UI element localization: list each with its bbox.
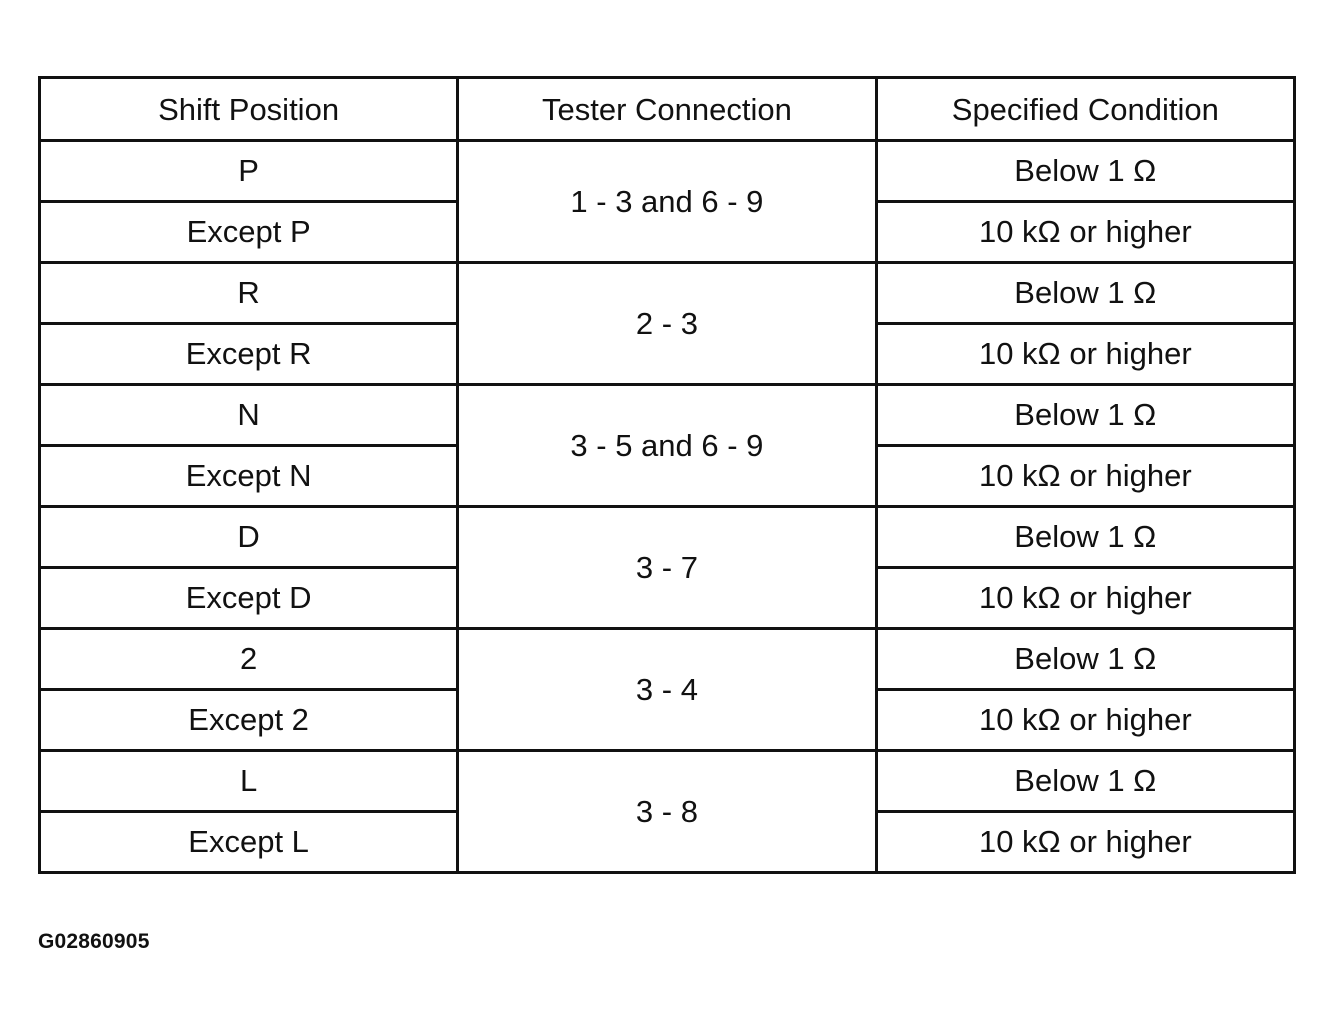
tester-connection-cell: 2 - 3 [458,263,876,385]
tester-connection-cell: 1 - 3 and 6 - 9 [458,141,876,263]
specified-condition-cell: 10 kΩ or higher [876,812,1294,873]
shift-position-cell: D [40,507,458,568]
specified-condition-cell: Below 1 Ω [876,507,1294,568]
header-shift-position: Shift Position [40,78,458,141]
specified-condition-cell: 10 kΩ or higher [876,202,1294,263]
specified-condition-cell: 10 kΩ or higher [876,324,1294,385]
shift-position-cell: 2 [40,629,458,690]
tester-connection-cell: 3 - 7 [458,507,876,629]
table-row [40,385,1295,446]
shift-position-cell: Except R [40,324,458,385]
table-row [40,507,1295,568]
specified-condition-cell: Below 1 Ω [876,263,1294,324]
shift-position-cell: Except N [40,446,458,507]
specified-condition-cell: Below 1 Ω [876,751,1294,812]
shift-position-cell: N [40,385,458,446]
specified-condition-cell: Below 1 Ω [876,629,1294,690]
header-row [40,78,1295,141]
shift-position-cell: R [40,263,458,324]
table-row [40,751,1295,812]
shift-position-cell: L [40,751,458,812]
shift-position-spec-table [38,76,1296,874]
table-row [40,263,1295,324]
table-row [40,629,1295,690]
shift-position-cell: Except 2 [40,690,458,751]
shift-position-cell: Except D [40,568,458,629]
shift-position-cell: Except P [40,202,458,263]
tester-connection-cell: 3 - 5 and 6 - 9 [458,385,876,507]
specified-condition-cell: Below 1 Ω [876,385,1294,446]
shift-position-cell: P [40,141,458,202]
specified-condition-cell: 10 kΩ or higher [876,446,1294,507]
table-row [40,141,1295,202]
shift-position-cell: Except L [40,812,458,873]
header-tester-connection: Tester Connection [458,78,876,141]
header-specified-condition: Specified Condition [876,78,1294,141]
specified-condition-cell: 10 kΩ or higher [876,690,1294,751]
specified-condition-cell: Below 1 Ω [876,141,1294,202]
tester-connection-cell: 3 - 4 [458,629,876,751]
tester-connection-cell: 3 - 8 [458,751,876,873]
figure-id: G02860905 [38,930,150,953]
specified-condition-cell: 10 kΩ or higher [876,568,1294,629]
